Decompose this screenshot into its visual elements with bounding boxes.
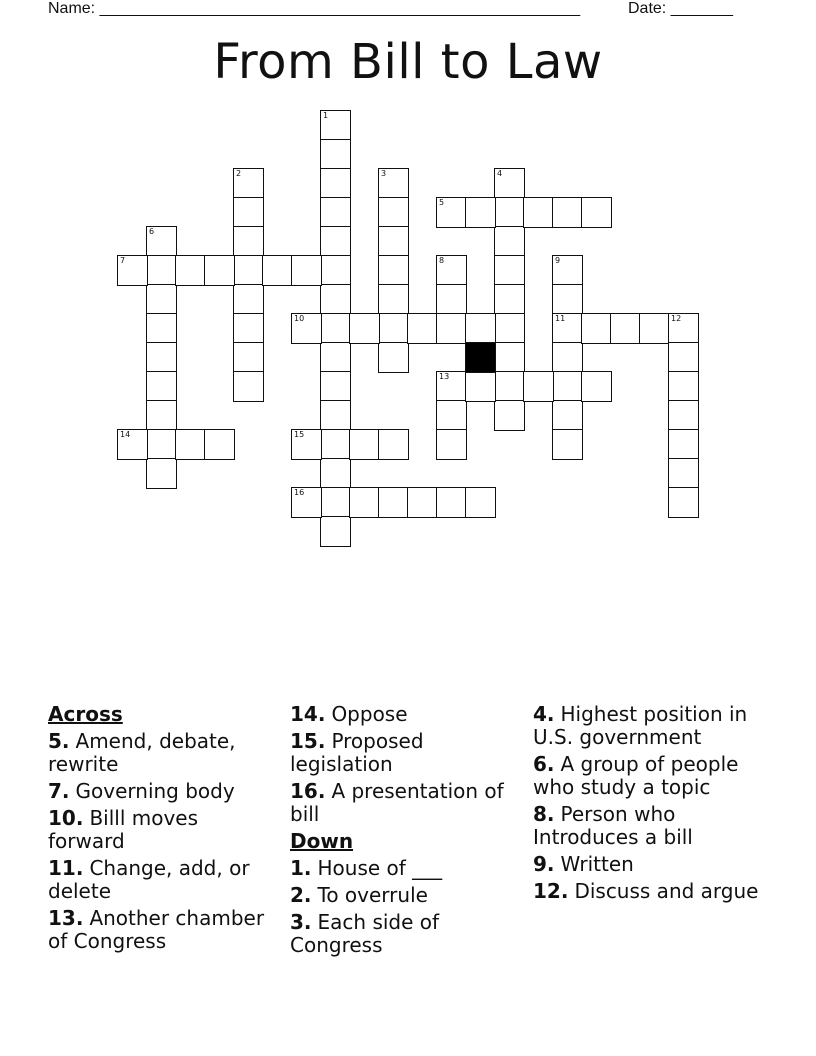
- grid-cell[interactable]: [117, 255, 148, 286]
- grid-cell[interactable]: [552, 429, 583, 460]
- grid-block-cell: [465, 342, 496, 373]
- grid-cell[interactable]: [204, 255, 235, 286]
- grid-cell[interactable]: [436, 429, 467, 460]
- clue-across-11: 11. Change, add, or delete: [48, 856, 250, 903]
- grid-cell[interactable]: [552, 313, 583, 344]
- grid-cell[interactable]: [581, 371, 612, 402]
- grid-cell[interactable]: [291, 255, 322, 286]
- clue-down-9: 9. Written: [533, 852, 634, 876]
- grid-cell[interactable]: [378, 313, 409, 344]
- grid-cell[interactable]: [146, 342, 177, 373]
- grid-cell[interactable]: [320, 429, 351, 460]
- cell-number: 10: [294, 314, 305, 323]
- grid-cell[interactable]: [291, 313, 322, 344]
- grid-cell[interactable]: [378, 197, 409, 228]
- cell-number: 4: [497, 169, 503, 178]
- across-heading: Across: [48, 702, 123, 726]
- grid-cell[interactable]: [436, 400, 467, 431]
- grid-cell[interactable]: [494, 226, 525, 257]
- grid-cell[interactable]: [320, 400, 351, 431]
- grid-cell[interactable]: [291, 487, 322, 518]
- grid-cell[interactable]: [320, 487, 351, 518]
- grid-cell[interactable]: [436, 313, 467, 344]
- grid-cell[interactable]: [581, 313, 612, 344]
- grid-cell[interactable]: [523, 371, 554, 402]
- clue-down-8: 8. Person who Introduces a bill: [533, 802, 693, 849]
- grid-cell[interactable]: [668, 371, 699, 402]
- grid-cell[interactable]: [146, 458, 177, 489]
- grid-cell[interactable]: [494, 284, 525, 315]
- grid-cell[interactable]: [436, 284, 467, 315]
- grid-cell[interactable]: [233, 197, 264, 228]
- clue-column-1: [48, 703, 278, 957]
- grid-cell[interactable]: [320, 342, 351, 373]
- clue-across-16: 16. A presentation of bill: [290, 779, 504, 826]
- grid-cell[interactable]: [436, 487, 467, 518]
- clue-across-10: 10. Billl moves forward: [48, 806, 199, 853]
- grid-cell[interactable]: [552, 284, 583, 315]
- grid-cell[interactable]: [407, 313, 438, 344]
- clue-across-5: 5. Amend, debate, rewrite: [48, 729, 236, 776]
- grid-cell[interactable]: [552, 371, 583, 402]
- grid-cell[interactable]: [320, 139, 351, 170]
- grid-cell[interactable]: [233, 371, 264, 402]
- cell-number: 6: [149, 227, 155, 236]
- grid-cell[interactable]: [552, 197, 583, 228]
- grid-cell[interactable]: [639, 313, 670, 344]
- grid-cell[interactable]: [378, 429, 409, 460]
- grid-cell[interactable]: [668, 487, 699, 518]
- grid-cell[interactable]: [668, 400, 699, 431]
- grid-cell[interactable]: [233, 313, 264, 344]
- grid-cell[interactable]: [378, 226, 409, 257]
- grid-cell[interactable]: [465, 313, 496, 344]
- grid-cell[interactable]: [233, 168, 264, 199]
- grid-cell[interactable]: [436, 255, 467, 286]
- grid-cell[interactable]: [146, 400, 177, 431]
- grid-cell[interactable]: [494, 197, 525, 228]
- grid-cell[interactable]: [233, 284, 264, 315]
- grid-cell[interactable]: [436, 371, 467, 402]
- grid-cell[interactable]: [146, 226, 177, 257]
- grid-cell[interactable]: [494, 342, 525, 373]
- grid-cell[interactable]: [378, 284, 409, 315]
- grid-cell[interactable]: [349, 429, 380, 460]
- grid-cell[interactable]: [378, 255, 409, 286]
- grid-cell[interactable]: [465, 197, 496, 228]
- grid-cell[interactable]: [668, 429, 699, 460]
- cell-number: 11: [555, 314, 566, 323]
- cell-number: 8: [439, 256, 445, 265]
- grid-cell[interactable]: [320, 168, 351, 199]
- name-field-label: Name: ______________________________________________________: [48, 0, 581, 17]
- cell-number: 1: [323, 111, 329, 120]
- clue-down-6: 6. A group of people who study a topic: [533, 752, 739, 799]
- grid-cell[interactable]: [146, 429, 177, 460]
- clue-column-2: [290, 703, 520, 961]
- cell-number: 2: [236, 169, 242, 178]
- grid-cell[interactable]: [320, 371, 351, 402]
- grid-cell[interactable]: [320, 284, 351, 315]
- grid-cell[interactable]: [523, 197, 554, 228]
- grid-cell[interactable]: [320, 197, 351, 228]
- grid-cell[interactable]: [494, 168, 525, 199]
- grid-cell[interactable]: [668, 313, 699, 344]
- grid-cell[interactable]: [117, 429, 148, 460]
- grid-cell[interactable]: [320, 516, 351, 547]
- grid-cell[interactable]: [349, 313, 380, 344]
- down-heading: Down: [290, 829, 354, 853]
- grid-cell[interactable]: [581, 197, 612, 228]
- grid-cell[interactable]: [378, 168, 409, 199]
- grid-cell[interactable]: [378, 342, 409, 373]
- cell-number: 12: [671, 314, 682, 323]
- grid-cell[interactable]: [320, 255, 351, 286]
- clue-down-3: 3. Each side of Congress: [290, 910, 440, 957]
- grid-cell[interactable]: [320, 458, 351, 489]
- grid-cell[interactable]: [146, 313, 177, 344]
- cell-number: 5: [439, 198, 445, 207]
- grid-cell[interactable]: [175, 429, 206, 460]
- grid-cell[interactable]: [494, 255, 525, 286]
- clue-down-4: 4. Highest position in U.S. government: [533, 702, 748, 749]
- cell-number: 16: [294, 488, 305, 497]
- grid-cell[interactable]: [465, 371, 496, 402]
- grid-cell[interactable]: [320, 110, 351, 141]
- grid-cell[interactable]: [175, 255, 206, 286]
- cell-number: 9: [555, 256, 561, 265]
- grid-cell[interactable]: [494, 313, 525, 344]
- cell-number: 7: [120, 256, 126, 265]
- grid-cell[interactable]: [146, 255, 177, 286]
- cell-number: 14: [120, 430, 131, 439]
- clue-down-1: 1. House of ___: [290, 856, 443, 880]
- grid-cell[interactable]: [465, 487, 496, 518]
- grid-cell[interactable]: [610, 313, 641, 344]
- grid-cell[interactable]: [552, 342, 583, 373]
- grid-cell[interactable]: [349, 487, 380, 518]
- grid-cell[interactable]: [494, 400, 525, 431]
- grid-cell[interactable]: [204, 429, 235, 460]
- cell-number: 3: [381, 169, 387, 178]
- cell-number: 13: [439, 372, 450, 381]
- clue-across-14: 14. Oppose: [290, 702, 408, 726]
- grid-cell[interactable]: [552, 400, 583, 431]
- grid-cell[interactable]: [668, 342, 699, 373]
- date-field-label: Date: _______: [628, 0, 733, 17]
- grid-cell[interactable]: [233, 342, 264, 373]
- grid-cell[interactable]: [233, 255, 264, 286]
- page-title: From Bill to Law: [213, 34, 603, 90]
- cell-number: 15: [294, 430, 305, 439]
- grid-cell[interactable]: [378, 487, 409, 518]
- grid-cell[interactable]: [320, 226, 351, 257]
- grid-cell[interactable]: [320, 313, 351, 344]
- grid-cell[interactable]: [552, 255, 583, 286]
- grid-cell[interactable]: [407, 487, 438, 518]
- clue-column-3: [533, 703, 763, 907]
- clue-across-13: 13. Another chamber of Congress: [48, 906, 265, 953]
- clue-down-12: 12. Discuss and argue: [533, 879, 759, 903]
- grid-cell[interactable]: [668, 458, 699, 489]
- clue-across-15: 15. Proposed legislation: [290, 729, 424, 776]
- grid-cell[interactable]: [146, 284, 177, 315]
- grid-cell[interactable]: [494, 371, 525, 402]
- grid-cell[interactable]: [146, 371, 177, 402]
- clue-down-2: 2. To overrule: [290, 883, 428, 907]
- clue-across-7: 7. Governing body: [48, 779, 235, 803]
- grid-cell[interactable]: [291, 429, 322, 460]
- grid-cell[interactable]: [436, 197, 467, 228]
- grid-cell[interactable]: [262, 255, 293, 286]
- grid-cell[interactable]: [233, 226, 264, 257]
